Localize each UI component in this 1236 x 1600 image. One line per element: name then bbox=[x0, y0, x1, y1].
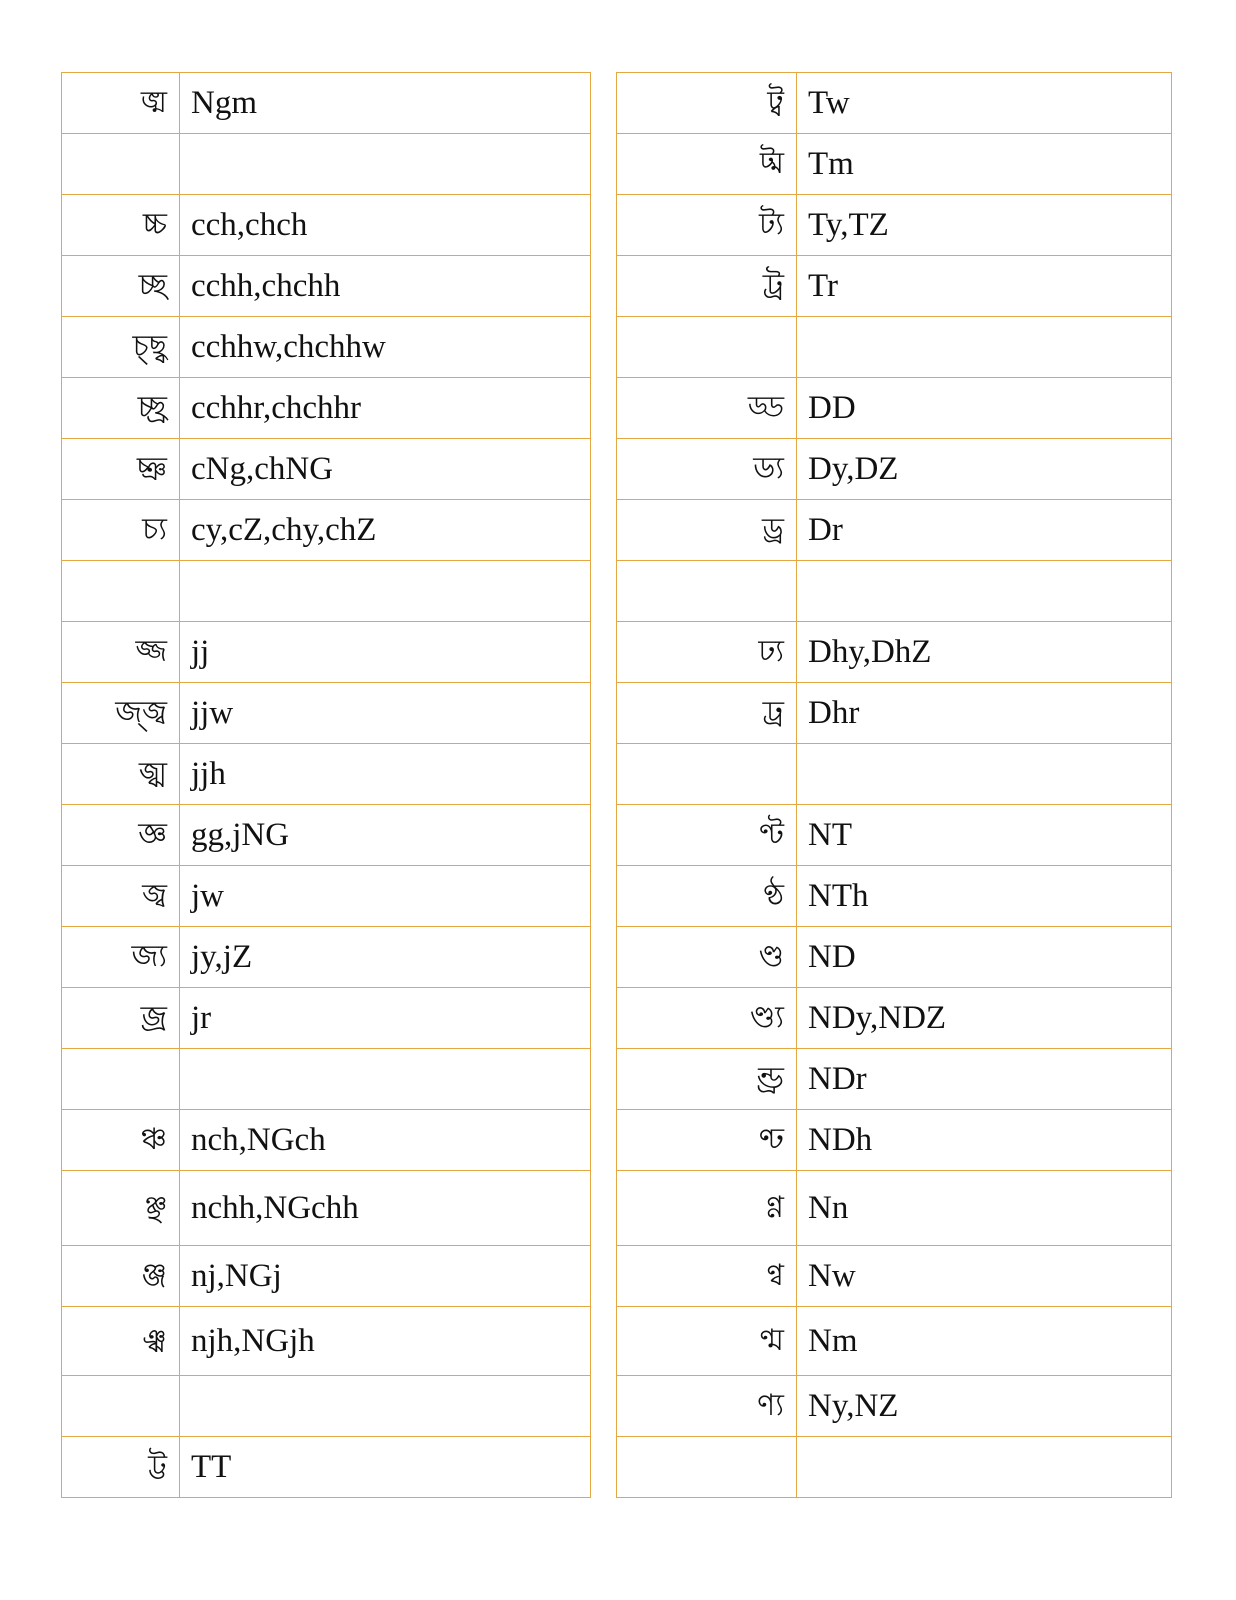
table-row bbox=[617, 927, 1172, 988]
bangla-conjunct bbox=[617, 1437, 797, 1498]
table-row bbox=[617, 1049, 1172, 1110]
bangla-conjunct: ট্য bbox=[617, 195, 797, 256]
bangla-conjunct: ণ্ণ bbox=[617, 1171, 797, 1246]
table-row bbox=[62, 683, 591, 744]
bangla-conjunct: চ্ছ্র bbox=[62, 378, 180, 439]
romanization: cchh,chchh bbox=[180, 256, 591, 317]
table-row bbox=[617, 1376, 1172, 1437]
bangla-conjunct: জ্য bbox=[62, 927, 180, 988]
bangla-conjunct: ণ্ট bbox=[617, 805, 797, 866]
romanization bbox=[797, 744, 1172, 805]
romanization: Dr bbox=[797, 500, 1172, 561]
romanization: Ny,NZ bbox=[797, 1376, 1172, 1437]
table-row bbox=[617, 73, 1172, 134]
bangla-conjunct bbox=[617, 744, 797, 805]
romanization: Dhy,DhZ bbox=[797, 622, 1172, 683]
table-row bbox=[617, 805, 1172, 866]
romanization: cchhr,chchhr bbox=[180, 378, 591, 439]
table-row bbox=[617, 378, 1172, 439]
table-row bbox=[617, 866, 1172, 927]
table-row bbox=[62, 622, 591, 683]
romanization: cy,cZ,chy,chZ bbox=[180, 500, 591, 561]
table-row bbox=[62, 866, 591, 927]
romanization: Nw bbox=[797, 1246, 1172, 1307]
bangla-conjunct: ট্ম bbox=[617, 134, 797, 195]
table-row bbox=[62, 73, 591, 134]
bangla-conjunct: ট্ট bbox=[62, 1437, 180, 1498]
romanization: Dy,DZ bbox=[797, 439, 1172, 500]
table-row bbox=[62, 561, 591, 622]
bangla-conjunct: ঙ্ম bbox=[62, 73, 180, 134]
romanization: njh,NGjh bbox=[180, 1307, 591, 1376]
bangla-conjunct: জ্ব bbox=[62, 866, 180, 927]
bangla-conjunct bbox=[62, 1376, 180, 1437]
right-conjunct-table bbox=[616, 72, 1172, 1498]
romanization: Nm bbox=[797, 1307, 1172, 1376]
table-row bbox=[62, 1376, 591, 1437]
romanization: jy,jZ bbox=[180, 927, 591, 988]
bangla-conjunct: চ্ঞ bbox=[62, 439, 180, 500]
romanization bbox=[180, 134, 591, 195]
bangla-conjunct: ঢ্য bbox=[617, 622, 797, 683]
table-row bbox=[62, 256, 591, 317]
romanization bbox=[180, 1376, 591, 1437]
table-row bbox=[617, 1246, 1172, 1307]
romanization: jjw bbox=[180, 683, 591, 744]
table-row bbox=[62, 500, 591, 561]
romanization: jj bbox=[180, 622, 591, 683]
bangla-conjunct bbox=[617, 317, 797, 378]
bangla-conjunct: ট্র bbox=[617, 256, 797, 317]
romanization: NDy,NDZ bbox=[797, 988, 1172, 1049]
bangla-conjunct: ঞ্জ bbox=[62, 1246, 180, 1307]
romanization bbox=[797, 317, 1172, 378]
romanization: Tm bbox=[797, 134, 1172, 195]
bangla-conjunct bbox=[62, 561, 180, 622]
table-row bbox=[62, 1307, 591, 1376]
table-row bbox=[617, 1110, 1172, 1171]
romanization: NDh bbox=[797, 1110, 1172, 1171]
bangla-conjunct: জ্জ্ব bbox=[62, 683, 180, 744]
table-row bbox=[617, 561, 1172, 622]
bangla-conjunct: ড্য bbox=[617, 439, 797, 500]
romanization: Tr bbox=[797, 256, 1172, 317]
table-row bbox=[617, 988, 1172, 1049]
romanization: nch,NGch bbox=[180, 1110, 591, 1171]
romanization: ND bbox=[797, 927, 1172, 988]
bangla-conjunct bbox=[62, 1049, 180, 1110]
bangla-conjunct: চ্ছ bbox=[62, 256, 180, 317]
bangla-conjunct: ট্ব bbox=[617, 73, 797, 134]
bangla-conjunct: ড্ড bbox=[617, 378, 797, 439]
table-row bbox=[617, 744, 1172, 805]
bangla-conjunct bbox=[62, 134, 180, 195]
bangla-conjunct: চ্ছ্ব bbox=[62, 317, 180, 378]
romanization: Tw bbox=[797, 73, 1172, 134]
bangla-conjunct: জ্ঝ bbox=[62, 744, 180, 805]
table-row bbox=[617, 195, 1172, 256]
table-row bbox=[617, 134, 1172, 195]
bangla-conjunct: ঞ্ঝ bbox=[62, 1307, 180, 1376]
romanization bbox=[180, 561, 591, 622]
table-row bbox=[62, 195, 591, 256]
romanization: DD bbox=[797, 378, 1172, 439]
bangla-conjunct: জ্ঞ bbox=[62, 805, 180, 866]
bangla-conjunct: ণ্ঠ bbox=[617, 866, 797, 927]
table-row bbox=[62, 805, 591, 866]
table-row bbox=[617, 500, 1172, 561]
table-row bbox=[617, 622, 1172, 683]
table-row bbox=[62, 927, 591, 988]
table-row bbox=[62, 988, 591, 1049]
table-row bbox=[62, 1437, 591, 1498]
bangla-conjunct: ণ্ঢ bbox=[617, 1110, 797, 1171]
romanization: jjh bbox=[180, 744, 591, 805]
romanization bbox=[797, 1437, 1172, 1498]
romanization: nchh,NGchh bbox=[180, 1171, 591, 1246]
table-row bbox=[617, 1437, 1172, 1498]
bangla-conjunct: ণ্য bbox=[617, 1376, 797, 1437]
bangla-conjunct: ণ্ড্র bbox=[617, 1049, 797, 1110]
bangla-conjunct bbox=[617, 561, 797, 622]
romanization: gg,jNG bbox=[180, 805, 591, 866]
romanization: Ngm bbox=[180, 73, 591, 134]
bangla-conjunct: চ্চ bbox=[62, 195, 180, 256]
table-row bbox=[62, 439, 591, 500]
table-row bbox=[617, 256, 1172, 317]
bangla-conjunct: ঞ্ছ bbox=[62, 1171, 180, 1246]
table-row bbox=[62, 1246, 591, 1307]
table-row bbox=[62, 1110, 591, 1171]
table-row bbox=[617, 1171, 1172, 1246]
romanization: cchhw,chchhw bbox=[180, 317, 591, 378]
romanization: cch,chch bbox=[180, 195, 591, 256]
bangla-conjunct: ঞ্চ bbox=[62, 1110, 180, 1171]
romanization: nj,NGj bbox=[180, 1246, 591, 1307]
romanization: Dhr bbox=[797, 683, 1172, 744]
table-row bbox=[62, 378, 591, 439]
table-row bbox=[617, 683, 1172, 744]
table-row bbox=[62, 744, 591, 805]
romanization: TT bbox=[180, 1437, 591, 1498]
bangla-conjunct: ণ্ব bbox=[617, 1246, 797, 1307]
romanization bbox=[180, 1049, 591, 1110]
romanization: NT bbox=[797, 805, 1172, 866]
romanization: jr bbox=[180, 988, 591, 1049]
bangla-conjunct: ঢ্র bbox=[617, 683, 797, 744]
bangla-conjunct: জ্র bbox=[62, 988, 180, 1049]
table-row bbox=[62, 134, 591, 195]
table-row bbox=[62, 1049, 591, 1110]
bangla-conjunct: জ্জ bbox=[62, 622, 180, 683]
table-row bbox=[62, 1171, 591, 1246]
table-row bbox=[617, 317, 1172, 378]
romanization: NTh bbox=[797, 866, 1172, 927]
bangla-conjunct: ণ্ম bbox=[617, 1307, 797, 1376]
romanization: Ty,TZ bbox=[797, 195, 1172, 256]
table-row bbox=[617, 439, 1172, 500]
bangla-conjunct: ণ্ড bbox=[617, 927, 797, 988]
bangla-conjunct: চ্য bbox=[62, 500, 180, 561]
romanization: jw bbox=[180, 866, 591, 927]
bangla-conjunct: ড্র bbox=[617, 500, 797, 561]
left-conjunct-table bbox=[61, 72, 591, 1498]
romanization: NDr bbox=[797, 1049, 1172, 1110]
table-row bbox=[62, 317, 591, 378]
bangla-conjunct: ণ্ড্য bbox=[617, 988, 797, 1049]
romanization bbox=[797, 561, 1172, 622]
romanization: Nn bbox=[797, 1171, 1172, 1246]
table-row bbox=[617, 1307, 1172, 1376]
romanization: cNg,chNG bbox=[180, 439, 591, 500]
